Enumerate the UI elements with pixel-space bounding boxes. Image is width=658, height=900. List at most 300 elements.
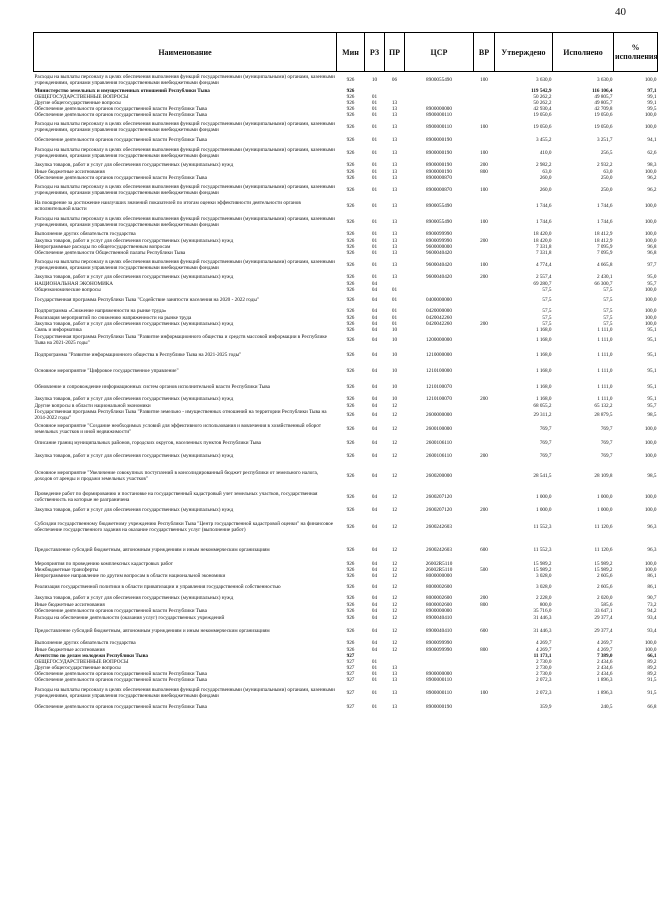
- cell-approved: 1 168,0: [535, 351, 552, 358]
- cell-percent: 86,1: [647, 572, 657, 579]
- cell-percent: 100,0: [644, 307, 657, 314]
- cell-percent: 73,2: [647, 601, 657, 608]
- cell-name: ОБЩЕГОСУДАРСТВЕННЫЕ ВОПРОСЫ: [34, 658, 129, 665]
- table-row: [34, 118, 658, 136]
- cell-approved: 57,5: [542, 307, 552, 314]
- cell-rz: 01: [371, 162, 378, 168]
- cell-rz: 04: [371, 560, 378, 567]
- cell-executed: 33 647,1: [594, 607, 613, 614]
- cell-min: 926: [346, 425, 355, 432]
- cell-min: 927: [346, 664, 355, 671]
- cell-vr: [474, 489, 495, 505]
- cell-min: 926: [346, 286, 355, 293]
- cell-rz: 01: [371, 105, 378, 112]
- cell-executed: 18 412,9: [594, 231, 613, 237]
- cell-approved: 15 989,2: [533, 560, 552, 567]
- table-row: [34, 505, 658, 515]
- table-row: [34, 213, 658, 231]
- cell-executed: 1 744,6: [596, 202, 613, 209]
- cell-min: 926: [346, 93, 355, 100]
- cell-vr: [474, 307, 495, 315]
- cell-executed: 57,5: [603, 296, 613, 303]
- cell-rz: 01: [371, 676, 378, 683]
- cell-percent: 100,0: [644, 320, 657, 327]
- page-number: 40: [615, 6, 626, 18]
- cell-vr: 100: [480, 186, 488, 193]
- cell-vr: [474, 136, 495, 144]
- cell-pr: 12: [391, 546, 398, 553]
- cell-min: 926: [346, 243, 355, 250]
- cell-executed: 1 111,0: [597, 367, 613, 374]
- cell-csr: 8900055490: [426, 218, 452, 225]
- cell-percent: 99,1: [647, 99, 657, 106]
- cell-csr: 8900000870: [426, 174, 452, 181]
- cell-percent: 100,0: [644, 493, 657, 500]
- cell-pr: 13: [391, 111, 398, 118]
- table-row: [34, 579, 658, 595]
- cell-rz: 04: [371, 523, 378, 530]
- cell-pr: 10: [391, 351, 398, 358]
- cell-percent: 95,1: [647, 336, 657, 343]
- header-rz: РЗ: [365, 33, 385, 72]
- cell-pr: 01: [391, 307, 398, 314]
- cell-min: 926: [346, 111, 355, 118]
- cell-name: Закупка товаров, работ и услуг для обеспечения государственных (муниципальных) нужд: [34, 506, 234, 513]
- cell-approved: 359,9: [539, 703, 552, 710]
- cell-percent: 100,0: [644, 111, 657, 118]
- cell-pr: 13: [391, 274, 398, 280]
- cell-rz: 04: [371, 607, 378, 614]
- cell-name: Подпрограмма "Развитие информационного общества в Республике Тыва на 2021-2025 годы": [34, 351, 242, 358]
- cell-approved: 260,0: [539, 174, 552, 181]
- cell-pr: 12: [391, 566, 398, 573]
- cell-vr: [474, 231, 495, 238]
- cell-vr: [474, 409, 495, 421]
- cell-pr: 13: [391, 237, 398, 244]
- cell-approved: 7 331,8: [535, 243, 552, 250]
- cell-min: 927: [346, 652, 355, 659]
- table-row: [34, 463, 658, 489]
- cell-executed: 57,5: [603, 314, 613, 321]
- cell-percent: 86,1: [647, 583, 657, 590]
- cell-percent: 100,0: [644, 452, 657, 459]
- cell-pr: 12: [391, 640, 398, 646]
- cell-min: 926: [346, 402, 355, 409]
- cell-min: 926: [346, 162, 355, 168]
- cell-approved: 57,5: [542, 320, 552, 327]
- cell-rz: 04: [371, 583, 378, 590]
- cell-percent: 100,0: [644, 231, 657, 237]
- cell-min: 926: [346, 595, 355, 601]
- cell-percent: 94,1: [647, 136, 657, 143]
- cell-percent: 98,5: [647, 472, 657, 479]
- cell-min: 926: [346, 506, 355, 513]
- cell-executed: 3 251,7: [596, 136, 613, 143]
- table-row: [34, 614, 658, 622]
- cell-pr: 12: [391, 425, 398, 432]
- cell-csr: 8900000110: [426, 676, 452, 683]
- cell-rz: 04: [371, 314, 378, 321]
- cell-rz: 01: [371, 261, 378, 268]
- cell-approved: 1 744,6: [535, 202, 552, 209]
- cell-approved: 1 168,0: [535, 336, 552, 343]
- cell-rz: 04: [371, 367, 378, 374]
- cell-approved: 2 730,0: [535, 664, 552, 671]
- cell-pr: 12: [391, 493, 398, 500]
- cell-name: Другие вопросы в области национальной экономики: [34, 402, 151, 409]
- table-row: [34, 72, 658, 88]
- cell-name: Другие общегосударственные вопросы: [34, 99, 121, 106]
- cell-min: 926: [346, 607, 355, 614]
- table-row: [34, 421, 658, 437]
- cell-rz: 04: [371, 336, 378, 343]
- cell-vr: 500: [480, 566, 488, 573]
- cell-percent: 100,0: [644, 286, 657, 293]
- cell-name: Основное мероприятие "Создание необходимых условий для эффективного использования и вовлечения в хозяйственный оборот земельных участков и иной недвижимости": [34, 422, 322, 435]
- cell-percent: 97,7: [647, 261, 657, 268]
- cell-approved: 800,0: [539, 601, 552, 608]
- cell-executed: 29 377,4: [594, 614, 613, 621]
- cell-approved: 42 930,4: [533, 105, 552, 112]
- cell-vr: 200: [480, 395, 488, 402]
- cell-vr: 800: [480, 168, 488, 175]
- cell-name: Обеспечение деятельности органов государственной власти Республики Тыва: [34, 607, 207, 614]
- cell-executed: 7 389,0: [596, 652, 613, 659]
- cell-executed: 769,7: [600, 425, 613, 432]
- cell-vr: 200: [480, 595, 488, 601]
- cell-csr: 26002R5110: [425, 560, 453, 567]
- cell-vr: 800: [480, 646, 488, 653]
- cell-csr: 0420042260: [426, 320, 452, 327]
- cell-vr: [474, 293, 495, 307]
- cell-min: 926: [346, 646, 355, 653]
- cell-rz: 04: [371, 493, 378, 500]
- cell-percent: 95,1: [647, 326, 657, 333]
- cell-percent: 96,3: [647, 546, 657, 553]
- cell-approved: 50 262,2: [533, 93, 552, 100]
- cell-executed: 11 120,6: [594, 523, 613, 530]
- table-row: [34, 515, 658, 539]
- cell-min: 926: [346, 583, 355, 590]
- cell-approved: 57,5: [542, 296, 552, 303]
- cell-min: 926: [346, 452, 355, 459]
- cell-rz: 04: [371, 646, 378, 653]
- table-row: [34, 683, 658, 703]
- cell-percent: 89,2: [647, 670, 657, 677]
- cell-rz: 01: [371, 149, 378, 156]
- cell-csr: 2600242603: [426, 546, 452, 553]
- cell-rz: 04: [371, 395, 378, 402]
- cell-percent: 95,7: [647, 402, 657, 409]
- cell-min: 926: [346, 307, 355, 314]
- cell-name: Реализация государственной политики в области приватизации и управления государственной собственностью: [34, 583, 281, 590]
- cell-percent: 100,0: [644, 646, 657, 653]
- cell-name: Обеспечение деятельности органов государственной власти Республики Тыва: [34, 105, 207, 112]
- cell-csr: 8900055490: [426, 76, 452, 83]
- cell-pr: 12: [391, 402, 398, 409]
- cell-name: Закупка товаров, работ и услуг для обеспечения государственных (муниципальных) нужд: [34, 237, 234, 244]
- cell-approved: 4 269,7: [535, 646, 552, 653]
- cell-pr: 12: [391, 560, 398, 567]
- cell-percent: 99,1: [647, 93, 657, 100]
- cell-pr: 12: [391, 439, 398, 446]
- cell-min: 926: [346, 99, 355, 106]
- budget-table: [33, 32, 658, 711]
- cell-executed: 57,5: [603, 286, 613, 293]
- cell-executed: 2 932,2: [596, 162, 613, 168]
- cell-vr: 100: [480, 689, 488, 696]
- cell-approved: 11 552,3: [533, 546, 552, 553]
- cell-min: 926: [346, 231, 355, 237]
- cell-rz: 01: [371, 218, 378, 225]
- cell-csr: 2600200000: [426, 472, 452, 479]
- cell-executed: 2 434,6: [596, 664, 613, 671]
- cell-min: 926: [346, 367, 355, 374]
- cell-csr: 0420042260: [426, 314, 452, 321]
- cell-pr: 10: [391, 367, 398, 374]
- cell-pr: 13: [391, 664, 398, 671]
- cell-pr: 13: [391, 676, 398, 683]
- cell-percent: 100,0: [644, 202, 657, 209]
- cell-percent: 100,0: [644, 425, 657, 432]
- cell-name: Выполнение других обязательств государства: [34, 640, 136, 646]
- cell-csr: 1210100000: [426, 367, 452, 374]
- cell-vr: [474, 703, 495, 711]
- cell-percent: 99,5: [647, 105, 657, 112]
- cell-executed: 2 020,0: [596, 595, 613, 601]
- cell-min: 927: [346, 670, 355, 677]
- cell-pr: 13: [391, 162, 398, 168]
- cell-percent: 66,1: [647, 652, 657, 659]
- cell-executed: 19 050,6: [594, 111, 613, 118]
- table-row: [34, 489, 658, 505]
- cell-csr: 8900099990: [426, 640, 452, 646]
- cell-name: Государственная программа Республики Тыва "Развитие земельно - имущественных отношений на территории Республики Тыва на 2014-2022 годы": [34, 408, 327, 421]
- cell-rz: 04: [371, 351, 378, 358]
- table-row: [34, 136, 658, 144]
- cell-pr: 12: [391, 523, 398, 530]
- cell-csr: 8900040410: [426, 614, 452, 621]
- cell-executed: 2 605,6: [596, 572, 613, 579]
- cell-csr: 8000002600: [426, 595, 452, 601]
- cell-min: 926: [346, 566, 355, 573]
- cell-percent: 100,0: [644, 314, 657, 321]
- cell-rz: 01: [371, 93, 378, 100]
- cell-rz: 01: [371, 231, 378, 237]
- cell-executed: 29 377,4: [594, 627, 613, 634]
- cell-csr: 8900000190: [426, 136, 452, 143]
- cell-rz: 01: [371, 136, 378, 143]
- cell-executed: 15 989,2: [594, 566, 613, 573]
- cell-pr: 13: [391, 218, 398, 225]
- cell-pr: 12: [391, 614, 398, 621]
- cell-name: Обеспечение деятельности органов государственной власти Республики Тыва: [34, 174, 207, 181]
- cell-executed: 65 132,2: [594, 402, 613, 409]
- cell-pr: 06: [391, 76, 398, 83]
- cell-csr: 9600040420: [426, 274, 452, 280]
- cell-pr: 13: [391, 99, 398, 106]
- cell-pr: 10: [391, 326, 398, 333]
- cell-min: 926: [346, 136, 355, 143]
- cell-min: 926: [346, 640, 355, 646]
- cell-min: 926: [346, 395, 355, 402]
- cell-percent: 97,1: [647, 87, 657, 94]
- cell-csr: 9600000000: [426, 243, 452, 250]
- cell-executed: 250,0: [600, 186, 613, 193]
- cell-min: 926: [346, 202, 355, 209]
- cell-csr: 9600040420: [426, 249, 452, 256]
- cell-percent: 100,0: [644, 296, 657, 303]
- cell-name: Иные бюджетные ассигнования: [34, 646, 105, 653]
- cell-percent: 98,3: [647, 162, 657, 168]
- cell-min: 927: [346, 703, 355, 710]
- cell-rz: 01: [371, 174, 378, 181]
- cell-name: Межбюджетные трансферты: [34, 566, 99, 573]
- cell-vr: 600: [480, 546, 488, 553]
- cell-csr: 1200000000: [426, 336, 452, 343]
- cell-name: Иные бюджетные ассигнования: [34, 601, 105, 608]
- cell-rz: 04: [371, 566, 378, 573]
- cell-min: 926: [346, 174, 355, 181]
- cell-pr: 12: [391, 607, 398, 614]
- cell-percent: 100,0: [644, 237, 657, 244]
- cell-executed: 1 111,0: [597, 351, 613, 358]
- table-row: [34, 333, 658, 347]
- cell-approved: 1 168,0: [535, 383, 552, 390]
- cell-executed: 2 430,1: [596, 274, 613, 280]
- cell-rz: 01: [371, 689, 378, 696]
- cell-rz: 04: [371, 320, 378, 327]
- cell-csr: 8900000000: [426, 607, 452, 614]
- cell-csr: 2600207120: [426, 506, 452, 513]
- cell-name: Другие общегосударственные вопросы: [34, 664, 121, 671]
- cell-name: Основное мероприятие "Цифровое государственное управление": [34, 367, 179, 374]
- cell-vr: 200: [480, 320, 488, 327]
- cell-vr: 800: [480, 601, 488, 608]
- table-row: [34, 162, 658, 169]
- cell-approved: 410,0: [539, 149, 552, 156]
- cell-pr: 12: [391, 595, 398, 601]
- cell-name: Субсидии государственному бюджетному учреждению Республики Тыва "Центр государственной кадастровой оценки" на финансовое обеспечение государственного задания на оказание государственных услуг (выполнение работ): [34, 520, 334, 533]
- cell-executed: 15 989,2: [594, 560, 613, 567]
- cell-csr: 8900000190: [426, 162, 452, 168]
- cell-rz: 04: [371, 472, 378, 479]
- cell-csr: 8900099990: [426, 237, 452, 244]
- cell-vr: 200: [480, 162, 488, 168]
- cell-percent: 89,2: [647, 658, 657, 665]
- cell-csr: 0400000000: [426, 296, 452, 303]
- cell-name: Описание границ муниципальных районов, городских округов, населенных пунктов Республики Тыва: [34, 439, 261, 446]
- cell-min: 926: [346, 572, 355, 579]
- cell-percent: 91,5: [647, 676, 657, 683]
- cell-csr: 8900000190: [426, 168, 452, 175]
- cell-executed: 1 111,0: [597, 383, 613, 390]
- cell-csr: 1210100070: [426, 395, 452, 402]
- cell-pr: 13: [391, 149, 398, 156]
- cell-name: Реализация мероприятий по снижению напряженности на рынке труда: [34, 314, 192, 321]
- cell-name: Проведение работ по формированию и постановке на государственный кадастровый учет земельных участков, государственная собственность на которые не разграничена: [34, 490, 318, 503]
- header-percent: % исполнения: [614, 33, 658, 72]
- cell-name: Иные бюджетные ассигнования: [34, 168, 105, 175]
- cell-executed: 18 412,9: [594, 237, 613, 244]
- cell-vr: [474, 463, 495, 489]
- cell-percent: 96,8: [647, 243, 657, 250]
- cell-min: 926: [346, 168, 355, 175]
- header-pr: ПР: [385, 33, 405, 72]
- cell-vr: 100: [480, 149, 488, 156]
- cell-name: Государственная программа Республики Тыва "Развитие информационного общества и средств массовой информации в Республике Тыва на 2021-2025 годы": [34, 333, 327, 346]
- cell-pr: 12: [391, 627, 398, 634]
- cell-csr: 8900099990: [426, 231, 452, 237]
- cell-csr: 2600100000: [426, 425, 452, 432]
- cell-rz: 01: [371, 186, 378, 193]
- cell-percent: 95,1: [647, 395, 657, 402]
- cell-approved: 68 055,2: [533, 402, 552, 409]
- cell-min: 926: [346, 383, 355, 390]
- cell-executed: 49 805,7: [594, 93, 613, 100]
- cell-approved: 31 446,3: [533, 627, 552, 634]
- cell-vr: [474, 333, 495, 347]
- cell-pr: 13: [391, 123, 398, 130]
- cell-min: 926: [346, 237, 355, 244]
- cell-rz: 04: [371, 296, 378, 303]
- cell-min: 926: [346, 296, 355, 303]
- cell-pr: 13: [391, 249, 398, 256]
- cell-min: 926: [346, 87, 355, 94]
- cell-percent: 94,2: [647, 607, 657, 614]
- cell-executed: 3 630,0: [596, 76, 613, 83]
- cell-approved: 18 420,0: [533, 237, 552, 244]
- table-row: [34, 293, 658, 307]
- cell-approved: 57,5: [542, 286, 552, 293]
- cell-executed: 769,7: [600, 439, 613, 446]
- cell-approved: 63,0: [542, 168, 552, 175]
- cell-min: 926: [346, 614, 355, 621]
- header-vr: ВР: [474, 33, 495, 72]
- cell-min: 926: [346, 493, 355, 500]
- cell-csr: 8900000110: [426, 111, 452, 118]
- cell-percent: 98,5: [647, 411, 657, 418]
- cell-approved: 28 541,5: [533, 472, 552, 479]
- cell-executed: 1 111,0: [597, 326, 613, 333]
- cell-vr: 200: [480, 506, 488, 513]
- cell-percent: 100,0: [644, 76, 657, 83]
- cell-rz: 04: [371, 425, 378, 432]
- cell-rz: 01: [371, 670, 378, 677]
- header-approved: Утверждено: [495, 33, 553, 72]
- cell-executed: 4 269,7: [596, 640, 613, 646]
- cell-min: 926: [346, 472, 355, 479]
- table-row: [34, 703, 658, 711]
- cell-percent: 100,0: [644, 439, 657, 446]
- cell-vr: [474, 421, 495, 437]
- cell-approved: 18 420,0: [533, 231, 552, 237]
- cell-percent: 95,1: [647, 351, 657, 358]
- cell-name: Расходы на выплаты персоналу в целях обеспечения выполнения функций государственными (муниципальными) органами, казенными учреждениями, органами управления государственными внебюджетными фондами: [34, 686, 335, 699]
- cell-csr: 8900000000: [426, 670, 452, 677]
- table-row: [34, 595, 658, 602]
- cell-percent: 93,4: [647, 627, 657, 634]
- cell-rz: 04: [371, 383, 378, 390]
- table-row: [34, 256, 658, 274]
- cell-executed: 63,0: [603, 168, 613, 175]
- cell-pr: 01: [391, 286, 398, 293]
- cell-pr: 13: [391, 186, 398, 193]
- cell-pr: 10: [391, 336, 398, 343]
- cell-approved: 2 982,2: [535, 162, 552, 168]
- cell-min: 926: [346, 320, 355, 327]
- table-row: [34, 307, 658, 315]
